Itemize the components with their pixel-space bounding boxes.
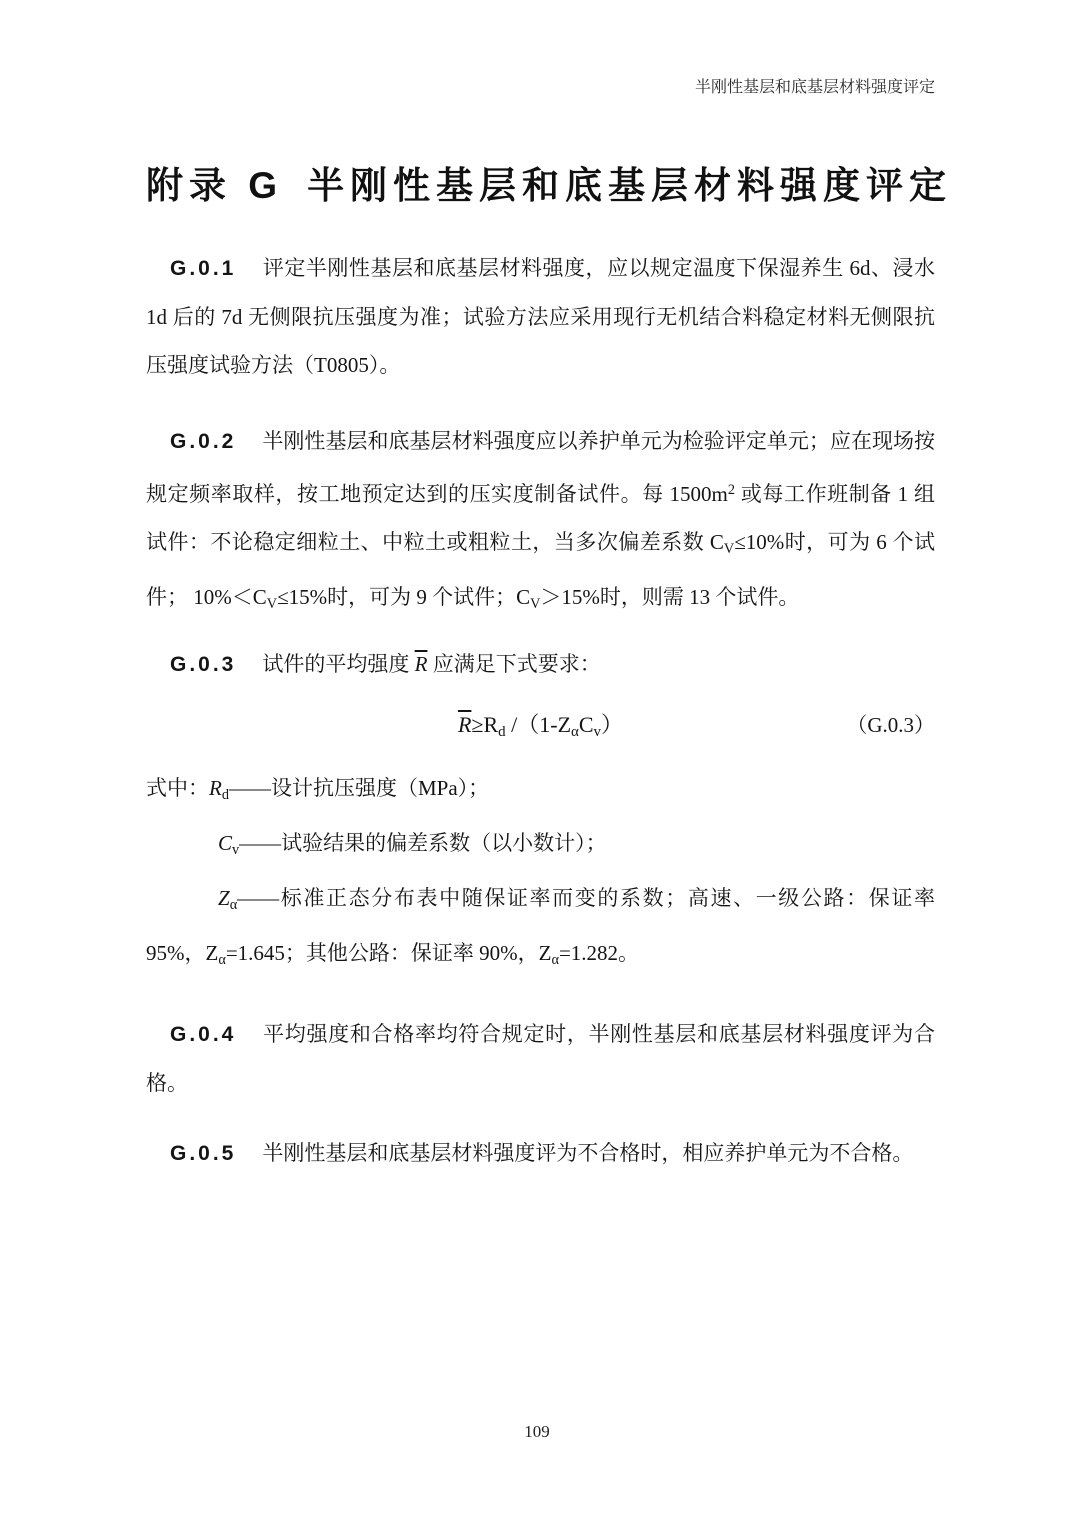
clause-g04-body: 平均强度和合格率均符合规定时，半刚性基层和底基层材料强度评为合格。: [146, 1022, 935, 1096]
appendix-title-label: 附录 G: [146, 165, 284, 206]
where-item-za: Zα——标准正态分布表中随保证率而变的系数；高速、一级公路：保证率95%，Zα=1.645；其他公路：保证率 90%，Zα=1.282。: [146, 886, 935, 969]
clause-g01-body: 评定半刚性基层和底基层材料强度，应以规定温度下保湿养生 6d、浸水 1d 后的 7d 无侧限抗压强度为准；试验方法应采用现行无机结合料稳定材料无侧限抗压强度试验方法（T0805）。: [146, 256, 935, 377]
clause-g05-body: 半刚性基层和底基层材料强度评为不合格时，相应养护单元为不合格。: [262, 1141, 914, 1166]
clause-g03-heading: 试件的平均强度 $\overline{R}$ 应满足下式要求：: [262, 652, 601, 677]
clause-g05-number: G.0.5: [170, 1142, 237, 1166]
formula-row: [146, 701, 935, 756]
where-item-rd: 式中：Rd——设计抗压强度（MPa）；: [146, 776, 490, 804]
clause-g02-number: G.0.2: [170, 430, 237, 453]
appendix-title-text: 半刚性基层和底基层材料强度评定: [307, 165, 953, 206]
page-number: 109: [524, 1422, 550, 1441]
formula-where-list: [146, 764, 935, 984]
clause-g04-number: G.0.4: [170, 1023, 237, 1047]
clause-g01-number: G.0.1: [170, 257, 237, 280]
clause-g04-paragraph: [146, 1010, 935, 1107]
equation-number: （G.0.3）: [846, 713, 935, 738]
clause-g02-body: 半刚性基层和底基层材料强度应以养护单元为检验评定单元；应在现场按规定频率取样，按工地预定达到的压实度制备试件。每 $1500m^2$ 或每工作班制备 1 组试件：不论稳定细粒土、中粒土或粗粒土，当多次偏差系数 CV≤10%时，可为 6 个试件； 10%＜CV≤15%时，可为 9 个试件；CV＞15%时，则需 13 个试件。: [146, 429, 935, 613]
clause-g01-paragraph: [146, 244, 935, 389]
where-item-cv: Cv——试验结果的偏差系数（以小数计）；: [218, 831, 607, 859]
clause-g02-paragraph: [146, 417, 935, 628]
appendix-title: [146, 164, 953, 208]
clause-g05-paragraph: [146, 1129, 935, 1178]
formula-g03: $\overline{R}\ge Rd$ /（1-ZαCv）: [457, 712, 624, 741]
clause-g03-number: G.0.3: [170, 653, 237, 677]
clause-g03-paragraph: [146, 640, 935, 689]
running-header: 半刚性基层和底基层材料强度评定: [694, 79, 935, 96]
